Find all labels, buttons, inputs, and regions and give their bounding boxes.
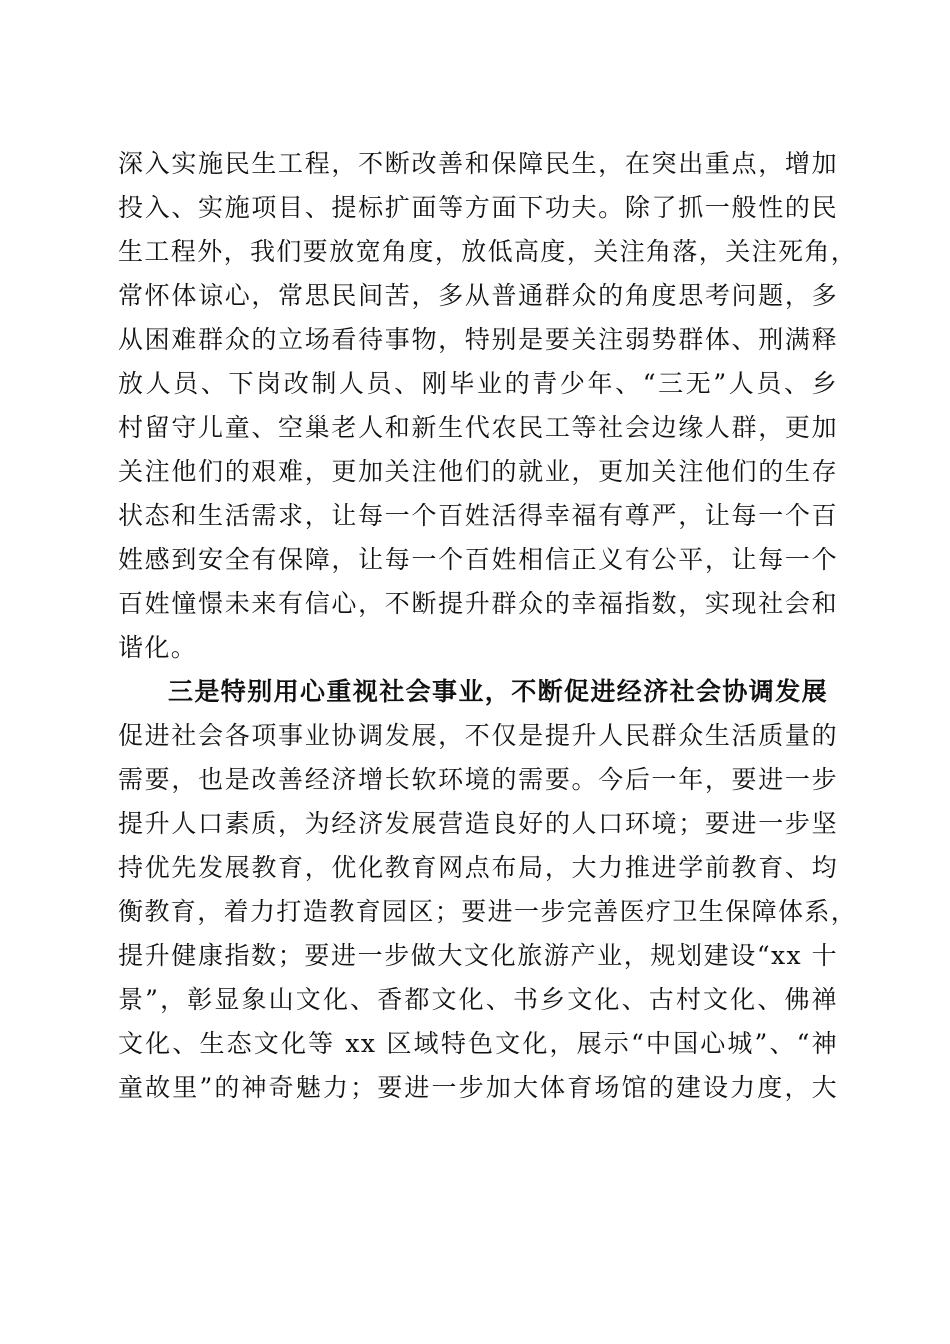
text-line: 状态和生活需求，让每一个百姓活得幸福有尊严，让每一个百 xyxy=(118,501,838,530)
text-line: 关注他们的艰难，更加关注他们的就业，更加关注他们的生存 xyxy=(118,457,838,486)
text-line: 姓感到安全有保障，让每一个百姓相信正义有公平，让每一个 xyxy=(118,545,838,574)
text-line: 景”，彰显象山文化、香都文化、书乡文化、古村文化、佛禅 xyxy=(118,985,838,1014)
paragraph-1 xyxy=(118,142,858,670)
text-line: 谐化。 xyxy=(118,633,198,662)
section-heading: 三是特别用心重视社会事业，不断促进经济社会协调发展 xyxy=(168,677,829,706)
text-line: 衡教育，着力打造教育园区；要进一步完善医疗卫生保障体系， xyxy=(118,897,858,926)
text-line: 提升人口素质，为经济发展营造良好的人口环境；要进一步坚 xyxy=(118,809,838,838)
text-line: 投入、实施项目、提标扩面等方面下功夫。除了抓一般性的民 xyxy=(118,193,838,222)
text-line: 生工程外，我们要放宽角度，放低高度，关注角落，关注死角， xyxy=(118,237,858,266)
body-text xyxy=(118,142,858,1110)
text-line: 常怀体谅心，常思民间苦，多从普通群众的角度思考问题，多 xyxy=(118,281,838,310)
text-line: 持优先发展教育，优化教育网点布局，大力推进学前教育、均 xyxy=(118,853,838,882)
text-line: 童故里”的神奇魅力；要进一步加大体育场馆的建设力度，大 xyxy=(118,1073,838,1102)
text-line: 文化、生态文化等 xx 区域特色文化，展示“中国心城”、“神 xyxy=(118,1029,838,1058)
text-line: 深入实施民生工程，不断改善和保障民生，在突出重点，增加 xyxy=(118,149,838,178)
text-line: 村留守儿童、空巢老人和新生代农民工等社会边缘人群，更加 xyxy=(118,413,838,442)
text-line: 促进社会各项事业协调发展，不仅是提升人民群众生活质量的 xyxy=(118,721,838,750)
text-line: 放人员、下岗改制人员、刚毕业的青少年、“三无”人员、乡 xyxy=(118,369,838,398)
text-line: 需要，也是改善经济增长软环境的需要。今后一年，要进一步 xyxy=(118,765,838,794)
text-line: 百姓憧憬未来有信心，不断提升群众的幸福指数，实现社会和 xyxy=(118,589,838,618)
text-line: 从困难群众的立场看待事物，特别是要关注弱势群体、刑满释 xyxy=(118,325,838,354)
paragraph-2 xyxy=(118,714,858,1110)
text-line: 提升健康指数；要进一步做大文化旅游产业，规划建设“xx 十 xyxy=(118,941,838,970)
